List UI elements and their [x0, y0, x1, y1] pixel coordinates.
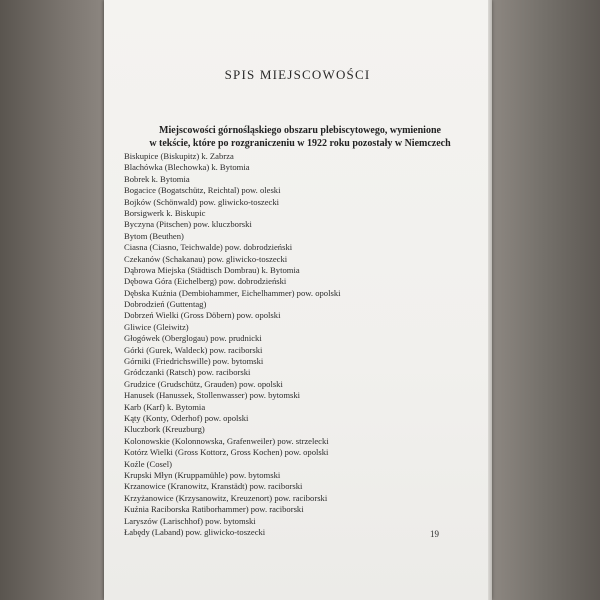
- place-entry: Kuźnia Raciborska Ratiborhammer) pow. raciborski: [124, 504, 304, 515]
- place-entry: Górniki (Friedrichswille) pow. bytomski: [124, 356, 264, 367]
- place-entry: Koźle (Cosel): [124, 458, 172, 469]
- place-entry: Bytom (Beuthen): [124, 230, 184, 241]
- place-entry: Kąty (Konty, Oderhof) pow. opolski: [124, 412, 249, 423]
- place-entry: Dąbrowa Miejska (Städtisch Dombrau) k. Bytomia: [124, 264, 300, 275]
- place-entry: Czekanów (Schakanau) pow. gliwicko-toszecki: [124, 253, 288, 264]
- subtitle-line-2: w tekście, które po rozgraniczeniu w 1922 roku pozostały w Niemczech: [149, 138, 451, 149]
- page-title: SPIS MIEJSCOWOŚCI: [224, 67, 371, 82]
- place-entry: Blachówka (Blechowka) k. Bytomia: [124, 162, 250, 173]
- page-edge: [488, 0, 492, 600]
- place-entry: Krupski Młyn (Kruppamühle) pow. bytomski: [124, 469, 281, 480]
- place-entry: Laryszów (Larischhof) pow. bytomski: [124, 515, 256, 526]
- place-entry: Kluczbork (Kreuzburg): [124, 424, 205, 435]
- place-entry: Bobrek k. Bytomia: [124, 173, 190, 184]
- place-entry: Kolonowskie (Kolonnowska, Grafenweiler) pow. strzelecki: [124, 435, 329, 446]
- background-left: [0, 0, 104, 600]
- place-entry: Kotórz Wielki (Gross Kottorz, Gross Kochen) pow. opolski: [124, 447, 329, 458]
- place-entry: Borsigwerk k. Biskupic: [124, 207, 206, 218]
- page-number: 19: [430, 529, 439, 539]
- place-entry: Ciasna (Ciasno, Teichwalde) pow. dobrodzieński: [124, 242, 293, 253]
- section-subtitle: [120, 124, 480, 150]
- place-entry: Krzyżanowice (Krzysanowitz, Kreuzenort) pow. raciborski: [124, 492, 328, 503]
- background-right: [490, 0, 600, 600]
- place-entry: Krzanowice (Kranowitz, Kranstädt) pow. raciborski: [124, 481, 303, 492]
- place-entry: Byczyna (Pitschen) pow. kluczborski: [124, 219, 252, 230]
- subtitle-line-1: Miejscowości górnośląskiego obszaru plebiscytowego, wymienione: [159, 125, 441, 136]
- book-page: [104, 0, 491, 600]
- place-entry: Dębska Kuźnia (Dembiohammer, Eichelhammer) pow. opolski: [124, 287, 341, 298]
- place-entry: Bojków (Schönwald) pow. gliwicko-toszecki: [124, 196, 280, 207]
- place-entry: Karb (Karf) k. Bytomia: [124, 401, 206, 412]
- place-entry: Dębowa Góra (Eichelberg) pow. dobrodzieński: [124, 276, 287, 287]
- place-entry: Łabędy (Laband) pow. gliwicko-toszecki: [124, 526, 266, 537]
- place-entry: Dobrodzień (Guttentag): [124, 299, 207, 310]
- place-entry: Gródczanki (Ratsch) pow. raciborski: [124, 367, 251, 378]
- place-entry: Gliwice (Gleiwitz): [124, 321, 189, 332]
- place-entry: Grudzice (Grudschütz, Grauden) pow. opolski: [124, 378, 283, 389]
- place-entry: Głogówek (Oberglogau) pow. prudnicki: [124, 333, 262, 344]
- place-list: [124, 151, 479, 538]
- place-entry: Bogacice (Bogatschütz, Reichtal) pow. oleski: [124, 185, 281, 196]
- place-entry: Biskupice (Biskupitz) k. Zabrza: [124, 151, 234, 161]
- place-entry: Hanusek (Hanussek, Stollenwasser) pow. bytomski: [124, 390, 301, 401]
- place-entry: Górki (Gurek, Waldeck) pow. raciborski: [124, 344, 263, 355]
- place-entry: Dobrzeń Wielki (Gross Döbern) pow. opolski: [124, 310, 281, 321]
